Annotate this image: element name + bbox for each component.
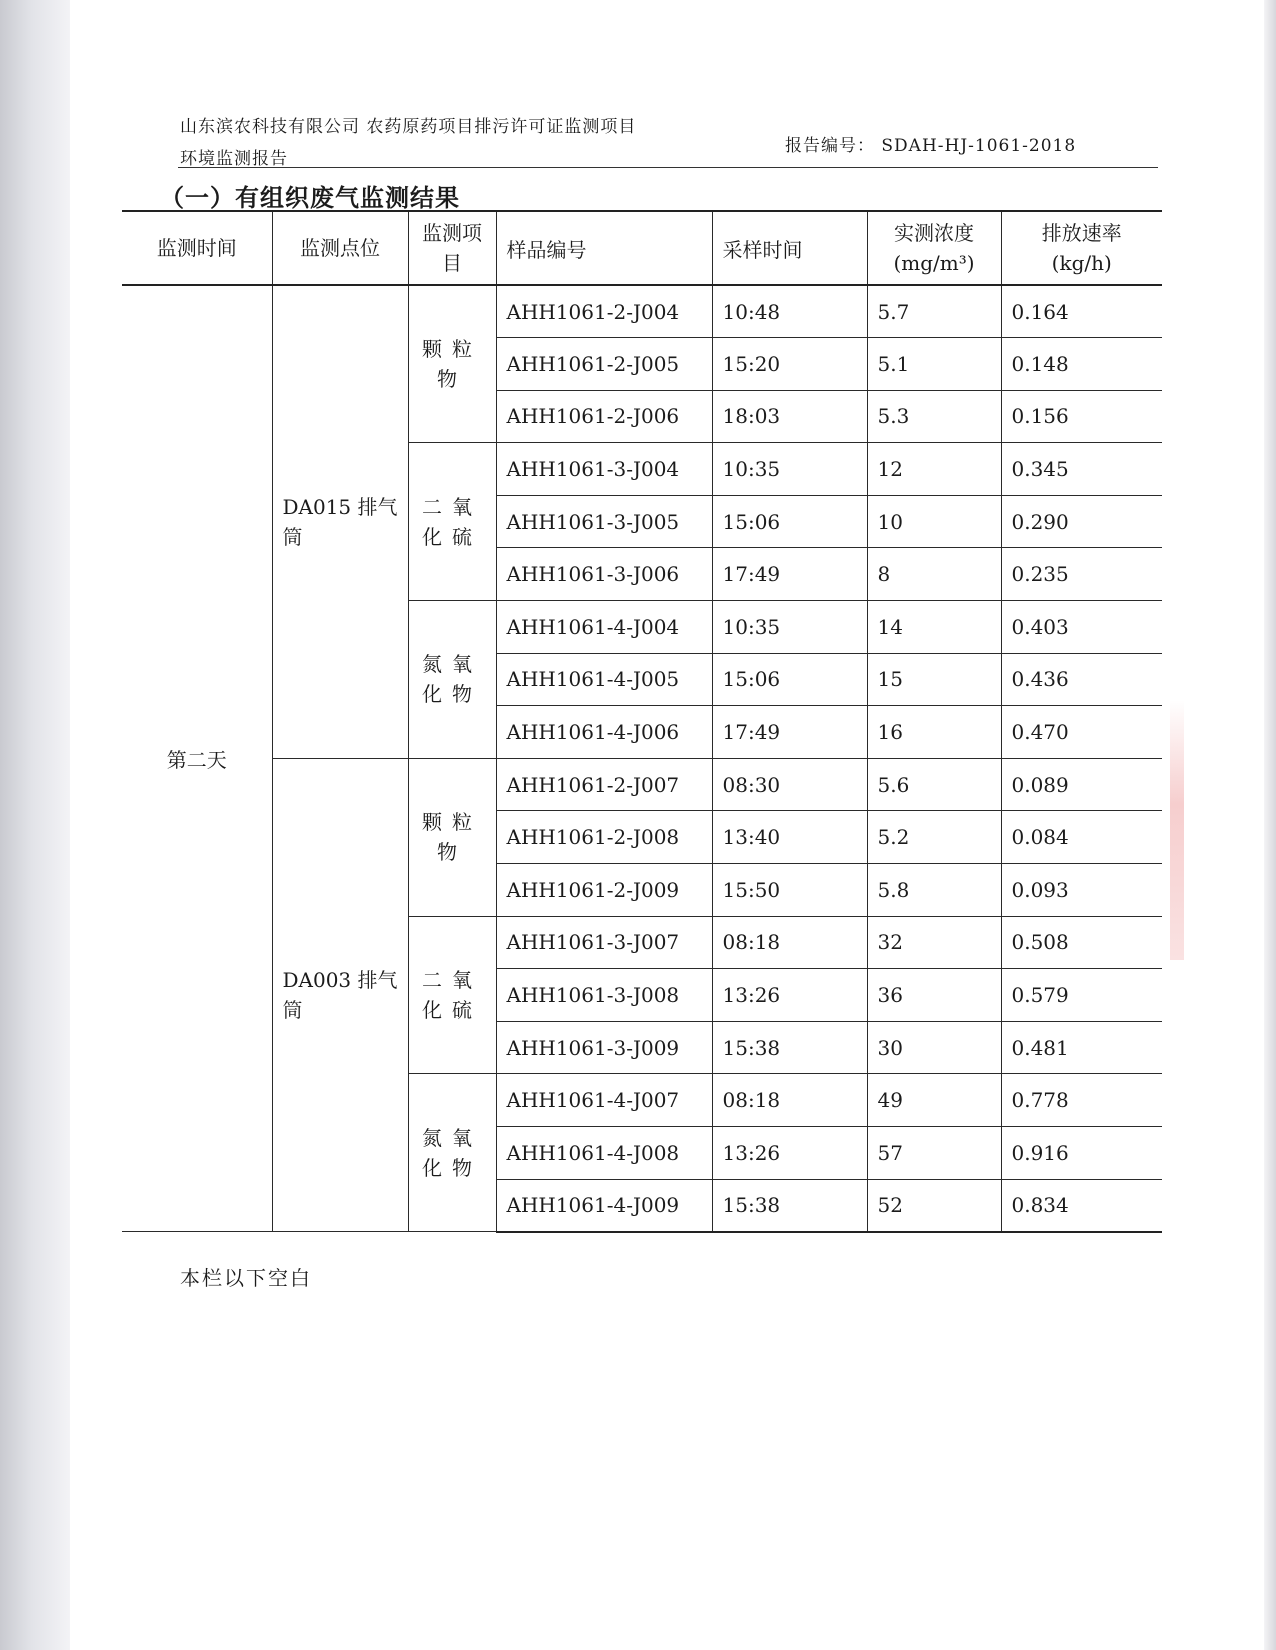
sample-time-cell: 08:18: [712, 1074, 867, 1127]
header-item: 监测项目: [408, 211, 496, 285]
sample-time-cell: 15:38: [712, 1021, 867, 1074]
header-conc-unit: (mg/m³): [893, 251, 975, 275]
table-header-row: [122, 211, 1162, 285]
sample-time-cell: 13:26: [712, 1127, 867, 1180]
sample-id-cell: AHH1061-4-J009: [496, 1179, 712, 1232]
sample-id-cell: AHH1061-3-J007: [496, 916, 712, 969]
emission-rate-cell: 0.834: [1001, 1179, 1162, 1232]
sample-id-cell: AHH1061-3-J009: [496, 1021, 712, 1074]
concentration-cell: 12: [867, 443, 1001, 496]
monitoring-item: 颗粒物: [408, 285, 496, 443]
concentration-cell: 14: [867, 601, 1001, 654]
concentration-cell: 5.1: [867, 338, 1001, 391]
monitoring-item: 二氧化硫: [408, 916, 496, 1074]
page-edge: [1264, 0, 1276, 1650]
header-date: 监测时间: [122, 211, 272, 285]
sample-id-cell: AHH1061-2-J008: [496, 811, 712, 864]
sample-time-cell: 13:26: [712, 969, 867, 1022]
blank-below-note: 本栏以下空白: [180, 1266, 312, 1290]
emission-table: [122, 210, 1162, 1233]
emission-rate-cell: 0.481: [1001, 1021, 1162, 1074]
sample-time-cell: 10:48: [712, 285, 867, 338]
sample-time-cell: 08:30: [712, 758, 867, 811]
concentration-cell: 5.2: [867, 811, 1001, 864]
emission-rate-cell: 0.093: [1001, 864, 1162, 917]
sample-time-cell: 17:49: [712, 706, 867, 759]
table-row: [122, 758, 1162, 811]
section-title: （一）有组织废气监测结果: [160, 184, 460, 212]
emission-rate-cell: 0.916: [1001, 1127, 1162, 1180]
emission-rate-cell: 0.508: [1001, 916, 1162, 969]
table-body: [122, 285, 1162, 1232]
emission-rate-cell: 0.089: [1001, 758, 1162, 811]
sample-id-cell: AHH1061-4-J007: [496, 1074, 712, 1127]
sample-id-cell: AHH1061-3-J006: [496, 548, 712, 601]
header-conc-label: 实测浓度: [894, 221, 974, 245]
sample-time-cell: 15:38: [712, 1179, 867, 1232]
table-row: [122, 285, 1162, 338]
monitoring-item: 二氧化硫: [408, 443, 496, 601]
emission-rate-cell: 0.084: [1001, 811, 1162, 864]
sample-time-cell: 15:20: [712, 338, 867, 391]
concentration-cell: 5.3: [867, 390, 1001, 443]
sample-time-cell: 15:06: [712, 495, 867, 548]
concentration-cell: 16: [867, 706, 1001, 759]
header-rate: [1001, 211, 1162, 285]
binding-shadow: [0, 0, 70, 1650]
report-type: 环境监测报告: [180, 149, 288, 169]
sample-time-cell: 13:40: [712, 811, 867, 864]
monitoring-point: DA003 排气筒: [272, 758, 408, 1231]
emission-rate-cell: 0.164: [1001, 285, 1162, 338]
sample-time-cell: 10:35: [712, 443, 867, 496]
monitoring-day: 第二天: [122, 285, 272, 1232]
monitoring-item: 氮氧化物: [408, 601, 496, 759]
report-number: 报告编号： SDAH-HJ-1061-2018: [785, 136, 1077, 156]
emission-rate-cell: 0.403: [1001, 601, 1162, 654]
sample-id-cell: AHH1061-4-J008: [496, 1127, 712, 1180]
emission-rate-cell: 0.345: [1001, 443, 1162, 496]
sample-id-cell: AHH1061-3-J008: [496, 969, 712, 1022]
concentration-cell: 8: [867, 548, 1001, 601]
emission-rate-cell: 0.778: [1001, 1074, 1162, 1127]
concentration-cell: 5.7: [867, 285, 1001, 338]
concentration-cell: 15: [867, 653, 1001, 706]
header-sample-id: 样品编号: [496, 211, 712, 285]
emission-rate-cell: 0.156: [1001, 390, 1162, 443]
concentration-cell: 52: [867, 1179, 1001, 1232]
emission-rate-cell: 0.470: [1001, 706, 1162, 759]
concentration-cell: 57: [867, 1127, 1001, 1180]
sample-time-cell: 18:03: [712, 390, 867, 443]
sample-time-cell: 08:18: [712, 916, 867, 969]
concentration-cell: 10: [867, 495, 1001, 548]
monitoring-item: 氮氧化物: [408, 1074, 496, 1232]
sample-id-cell: AHH1061-2-J007: [496, 758, 712, 811]
concentration-cell: 5.8: [867, 864, 1001, 917]
concentration-cell: 5.6: [867, 758, 1001, 811]
monitoring-item: 颗粒物: [408, 758, 496, 916]
emission-rate-cell: 0.290: [1001, 495, 1162, 548]
sample-time-cell: 17:49: [712, 548, 867, 601]
sample-id-cell: AHH1061-3-J004: [496, 443, 712, 496]
sample-id-cell: AHH1061-3-J005: [496, 495, 712, 548]
sample-id-cell: AHH1061-2-J006: [496, 390, 712, 443]
emission-rate-cell: 0.436: [1001, 653, 1162, 706]
sample-id-cell: AHH1061-4-J006: [496, 706, 712, 759]
monitoring-point: DA015 排气筒: [272, 285, 408, 758]
sample-time-cell: 10:35: [712, 601, 867, 654]
header-rate-label: 排放速率: [1041, 221, 1122, 245]
emission-rate-cell: 0.579: [1001, 969, 1162, 1022]
concentration-cell: 49: [867, 1074, 1001, 1127]
sample-id-cell: AHH1061-2-J009: [496, 864, 712, 917]
concentration-cell: 36: [867, 969, 1001, 1022]
header-conc: [867, 211, 1001, 285]
sample-id-cell: AHH1061-4-J005: [496, 653, 712, 706]
sample-id-cell: AHH1061-2-J005: [496, 338, 712, 391]
sample-time-cell: 15:06: [712, 653, 867, 706]
header-rate-unit: (kg/h): [1051, 251, 1112, 275]
sample-id-cell: AHH1061-4-J004: [496, 601, 712, 654]
emission-rate-cell: 0.148: [1001, 338, 1162, 391]
sample-time-cell: 15:50: [712, 864, 867, 917]
header-time: 采样时间: [712, 211, 867, 285]
concentration-cell: 30: [867, 1021, 1001, 1074]
report-page: [70, 0, 1264, 1650]
header-point: 监测点位: [272, 211, 408, 285]
header-rule: [178, 167, 1158, 168]
sample-id-cell: AHH1061-2-J004: [496, 285, 712, 338]
company-title: 山东滨农科技有限公司 农药原药项目排污许可证监测项目: [180, 117, 637, 137]
emission-rate-cell: 0.235: [1001, 548, 1162, 601]
concentration-cell: 32: [867, 916, 1001, 969]
